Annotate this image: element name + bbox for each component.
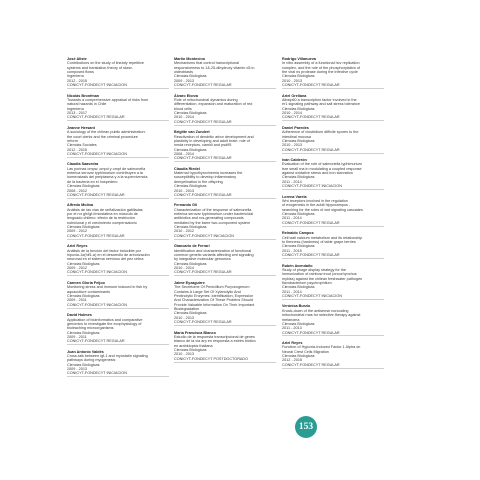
entry-divider: [67, 275, 169, 276]
entry-line: Estudio de la respuesta transcripcional de genes: [174, 334, 255, 339]
entry-divider: [67, 120, 169, 121]
entry-line: por el ror gh/igf-i/miostatina en músculo de: [67, 212, 138, 217]
entry-line: Function of Hypoxia-Induced Factor-1 Alpha on: [282, 345, 361, 350]
entry-line: Ciencias Biológicas: [174, 147, 207, 152]
project-entry: [67, 350, 169, 378]
entry-divider: [174, 239, 276, 240]
project-entry: [67, 126, 169, 158]
entry-line: CONICYT-FONDECYT INICIACION: [67, 371, 127, 376]
entry-line: genomics to investigate the ecophysiology of: [67, 321, 142, 326]
entry-line: nmda receptors, camkii and psd95: [174, 143, 232, 148]
project-entry: [67, 313, 169, 345]
entry-line: reform: [67, 138, 78, 143]
researcher-name: Álvaro Elorza: [174, 93, 198, 98]
researcher-name: José Aliste: [67, 57, 87, 61]
entry-divider: [67, 198, 169, 199]
entry-line: Ciencias Biológicas: [174, 110, 207, 115]
researcher-name: Rodrigo Villanueva: [282, 57, 316, 61]
entry-line: 2011 - 2015: [282, 248, 302, 253]
entry-line: Ciencias Biológicas: [282, 212, 315, 217]
entry-line: osteoblasts: [174, 70, 193, 75]
entry-divider: [174, 125, 276, 126]
entry-divider: [67, 239, 169, 240]
entry-line: CONICYT-FONDECYT INICIACION: [67, 83, 127, 88]
entry-line: bioleaching microorganisms: [67, 326, 114, 331]
researcher-name: Claudia Saavedra: [67, 162, 99, 167]
entry-line: Maternal hypothyroxinemia increases the: [174, 171, 243, 176]
entry-line: Las porinas ompw, ompd y ompf de salmonella: [67, 166, 146, 171]
entry-line: 2012 - 2015: [282, 358, 303, 363]
researcher-name: Ariel Reyes: [282, 341, 303, 346]
entry-line: 2010 - 2014: [174, 115, 195, 120]
entry-line: Ciencias Biológicas: [174, 311, 207, 316]
entry-line: common genetic variants affecting wnt signaling: [174, 253, 254, 257]
researcher-name: Carmen Gloria Feijoo: [67, 280, 105, 285]
project-entry: [174, 167, 276, 199]
entry-line: differentiation, expansion and maturation of red: [174, 102, 253, 107]
project-entry: [67, 244, 169, 276]
page-number: 153: [298, 422, 314, 432]
project-entry: [174, 203, 276, 239]
entry-divider: [174, 198, 276, 199]
entry-line: CONICYT-FONDECYT REGULAR: [174, 83, 232, 88]
entry-line: en arabidopsis thaliana: [174, 343, 213, 348]
researcher-name: Fernando Gil: [174, 203, 198, 208]
entry-line: Knock-down of the antisense noncoding: [282, 308, 349, 313]
entry-line: Ciencias Biológicas: [67, 362, 100, 367]
entry-line: Reactivation of dendritic arbor development and: [174, 134, 254, 139]
project-entry: [174, 94, 276, 126]
entry-line: the court clerks and the criminal procedure: [67, 134, 138, 139]
entry-line: Ciencias Biológicas: [67, 293, 100, 298]
researcher-name: Verónica Burzio: [282, 304, 311, 309]
entry-line: de la bacteria en el hospedero: [67, 179, 118, 184]
project-entry: [282, 341, 384, 369]
project-entry: [282, 304, 384, 336]
project-entry: [174, 244, 276, 276]
entry-line: CONICYT-FONDECYT REGULAR: [174, 320, 232, 324]
entry-line: lenguado chileno: efecto de la restricción: [67, 216, 135, 221]
entry-line: Ingeniería: [67, 106, 84, 111]
entry-divider: [67, 308, 169, 309]
entry-line: Characterization of the response of salmonella: [174, 207, 252, 212]
entry-line: 2010 - 2012: [174, 229, 195, 234]
project-entry: [282, 94, 384, 122]
entry-divider: [282, 120, 384, 121]
entry-line: against oxidative stress and iron starvation: [282, 171, 353, 176]
entry-line: Pectinolytic Enzymes: Identification, Expression: [174, 293, 254, 298]
project-entry: [174, 331, 276, 363]
researcher-name: María Francisca Blanco: [174, 330, 216, 335]
entry-line: mediated by the barre two-component system: [174, 220, 251, 225]
entry-line: CONICYT-FONDECYT REGULAR: [282, 83, 340, 88]
entry-line: CONICYT-FONDECYT REGULAR: [282, 330, 340, 335]
entry-line: CONICYT-FONDECYT REGULAR: [174, 119, 232, 124]
entry-line: tsre small rna in modulating a coupled response: [282, 166, 362, 171]
entry-line: In vitro assembly of a functional hcv replication: [282, 61, 360, 66]
entry-line: 2010 - 2014: [174, 266, 195, 271]
project-entry: [282, 264, 384, 300]
project-entry: [282, 231, 384, 259]
entry-line: melanoma: [282, 317, 300, 322]
entry-line: Ingeniería: [67, 74, 84, 79]
entry-line: CONICYT-FONDECYT INICIACION: [67, 151, 127, 156]
column-2: [174, 57, 276, 367]
project-entry: [174, 130, 276, 162]
entry-line: CONICYT-FONDECYT REGULAR: [174, 192, 232, 197]
entry-line: Ciencias Biológicas: [282, 138, 315, 143]
entry-line: Biodegradation: [174, 306, 200, 311]
entry-line: Ciencias Biológicas: [282, 106, 315, 111]
entry-line: CONICYT-FONDECYT INICIACION: [282, 293, 342, 298]
project-entry: [282, 126, 384, 154]
entry-line: Role of mitochondrial dynamics during: [174, 97, 238, 102]
project-entry: [282, 195, 384, 227]
entry-line: homeostasis del periplasma y a la supervivencia: [67, 175, 148, 180]
project-entry: [67, 281, 169, 309]
entry-line: 2009 - 2011: [67, 298, 87, 303]
researcher-name: Jaime Eyzaguirre: [174, 280, 205, 285]
entry-line: intestinal mucosa: [282, 134, 311, 139]
entry-divider: [282, 368, 384, 369]
entry-divider: [67, 376, 169, 377]
entry-line: 2011 - 2014: [282, 179, 302, 184]
entry-line: Ciencias Biológicas: [282, 285, 315, 290]
entry-line: responsiveness to 1&,25-dihydroxy vitamin d3 in: [174, 65, 255, 70]
entry-divider: [282, 258, 384, 259]
entry-divider: [67, 157, 169, 158]
entry-line: searching for the roles of wnt signaling cascades: [282, 207, 363, 212]
entry-line: Ciencias Biológicas: [282, 175, 315, 180]
researcher-name: Martín Montecino: [174, 57, 206, 61]
entry-line: the viral ns protease during the infective cycle: [282, 70, 358, 75]
entry-line: 2010 - 2013: [174, 315, 195, 320]
entry-line: susceptibility to develop inflammatory: [174, 175, 237, 180]
entry-line: CONICYT-FONDECYT INICIACION: [67, 270, 127, 275]
entry-line: mykiss) against the chilean freshwater pathogen: [282, 276, 363, 281]
entry-line: 2008 - 2012: [67, 188, 88, 193]
entry-line: er1 signaling pathway and salt stress tolerance: [282, 102, 360, 107]
entry-line: CONICYT-FONDECYT REGULAR: [282, 362, 340, 367]
entry-line: CONICYT-FONDECYT REGULAR: [282, 115, 340, 120]
entry-line: Ciencias Biológicas: [174, 347, 207, 352]
researcher-name: Juan Antonio Valdés: [67, 349, 104, 354]
researcher-name: Daniel Paredes: [282, 125, 309, 130]
entry-line: Neural Crest Cells Migration: [282, 349, 329, 354]
entry-line: 2009 - 2013: [174, 78, 195, 83]
entry-line: 2011 - 2014: [282, 289, 302, 294]
entry-line: Adherence of clostridium difficile spores to the: [282, 130, 359, 135]
entry-line: Contributions on the study of linearly repetitive: [67, 61, 144, 66]
entry-line: CONICYT-FONDECYT REGULAR: [282, 147, 340, 152]
entry-line: CONICYT-FONDECYT POSTDOCTORADO: [174, 356, 249, 361]
entry-line: Monitoring stress and immune induced in fish by: [67, 285, 148, 290]
entry-divider: [174, 161, 276, 162]
entry-line: Study of phage display strategy for the: [282, 267, 346, 272]
entry-line: Atbzip60 a transcription factor involved in the: [282, 97, 357, 102]
entry-line: CONICYT-FONDECYT REGULAR: [67, 192, 125, 197]
entry-line: Ciencias Biológicas: [67, 261, 100, 266]
entry-line: 2011 - 2014: [282, 216, 302, 221]
column-1: [67, 57, 169, 382]
entry-line: immunization of rainbow trout (oncorhynchus: [282, 272, 357, 277]
entry-line: Ciencias Biológicas: [282, 244, 315, 249]
researcher-name: Jeanne Hersant: [67, 125, 95, 130]
researcher-name: David Holmes: [67, 313, 92, 318]
entry-line: Ciencias Biológicas: [67, 330, 100, 335]
entry-line: CONICYT-FONDECYT REGULAR: [67, 233, 125, 238]
entry-divider: [282, 299, 384, 300]
entry-line: Ciencias Biológicas: [67, 184, 100, 189]
project-entry: [67, 57, 169, 89]
entry-line: Ciencias Biológicas: [174, 225, 207, 230]
entry-line: CONICYT-FONDECYT REGULAR: [174, 270, 232, 275]
entry-line: 2010 - 2013: [282, 78, 303, 83]
entry-line: 2009 - 2011: [67, 334, 87, 339]
entry-line: blood cells: [174, 106, 192, 111]
entry-divider: [282, 335, 384, 336]
entry-line: 2012 - 2015: [67, 78, 88, 83]
entry-line: A sociology of the chilean public administration:: [67, 130, 146, 135]
entry-line: Análisis de la función del factor inducible por: [67, 248, 142, 253]
entry-line: of exogenesis in the adult hippocampus -: [282, 203, 351, 208]
entry-line: 2013 - 2017: [67, 110, 88, 115]
entry-line: neuronal en el sistema nervioso del pez cebra: [67, 257, 144, 262]
entry-line: The Secretome Of Penicillium Purpurogenum: [174, 285, 250, 290]
page-number-badge: [295, 416, 317, 438]
entry-line: Ciencias Biológicas: [282, 354, 315, 359]
entry-line: And Characterization Of These Proteins Should: [174, 298, 253, 303]
entry-divider: [282, 189, 384, 190]
entry-line: CONICYT-FONDECYT REGULAR: [282, 253, 340, 257]
entry-line: CONICYT-FONDECYT INICIACION: [282, 184, 342, 189]
entry-line: Análisis de las vías de señalización gatilladas: [67, 207, 143, 212]
entry-divider: [174, 362, 276, 363]
entry-line: nutricional y el crecimiento compensatorio: [67, 220, 137, 225]
entry-line: systems and translation theory of skew-: [67, 65, 133, 70]
entry-line: Ciencias Sociales: [67, 143, 97, 148]
entry-line: aquaculture contaminants: [67, 289, 110, 294]
entry-line: antibiotics and ros-generating compounds: [174, 216, 244, 221]
entry-line: Identification and characterization of functional: [174, 248, 252, 253]
column-3: [282, 57, 384, 373]
entry-line: to firmness (hardness) of table grape berries: [282, 239, 356, 244]
researcher-name: Brigitte van Zundert: [174, 130, 210, 135]
researcher-name: Iván Calderón: [282, 158, 307, 163]
entry-line: Ciencias Biológicas: [282, 321, 315, 326]
entry-line: complex, and the role of the phosphorylation of: [282, 65, 360, 70]
project-entry: [282, 158, 384, 190]
entry-line: mitochondrial rnas for selective therapy against: [282, 313, 361, 318]
entry-line: 2010 - 2014: [282, 110, 303, 115]
entry-line: Contains A Large Set Of Xylanolytic And: [174, 289, 241, 294]
entry-divider: [282, 88, 384, 89]
entry-line: 2012 - 2015: [67, 147, 88, 152]
entry-line: demyelination in the offspring: [174, 179, 223, 184]
entry-line: CONICYT-FONDECYT REGULAR: [282, 220, 340, 225]
entry-line: plasticity in developing and adult brain: role of: [174, 138, 250, 143]
entry-line: Mechanisms that control transcriptional: [174, 61, 240, 66]
entry-line: 2009 - 2013: [67, 367, 88, 372]
entry-divider: [67, 88, 169, 89]
researcher-name: Giancarlo de Ferrari: [174, 244, 210, 249]
researcher-name: Claudia Riedel: [174, 166, 200, 171]
entry-line: 2010 - 2013: [174, 352, 195, 357]
entry-line: 2009 - 2012: [67, 229, 88, 234]
project-entry: [67, 94, 169, 122]
researcher-name: Nicolás Bronfman: [67, 93, 100, 98]
entry-line: natural hazards in Chile: [67, 102, 107, 107]
entry-line: Cell wall calcium metabolism and its relationship: [282, 235, 363, 240]
entry-line: Towards a comprehensive appraisal of risks from: [67, 97, 149, 102]
entry-line: flavobacterium psychrophilum: [282, 280, 332, 285]
entry-line: Cross-talk between igf-1 and myostatin signaling: [67, 354, 148, 359]
entry-line: CONICYT-FONDECYT INICIACION: [67, 302, 127, 307]
entry-line: pathways during myogenesis: [67, 358, 116, 363]
entry-line: blanco de la vía arp en respuesta a estrés biótico: [174, 339, 256, 344]
entry-line: 2009 - 2012: [67, 266, 88, 271]
project-entry: [67, 203, 169, 239]
entry-line: CONICYT-FONDECYT REGULAR: [67, 339, 125, 344]
entry-line: Ciencias Biológicas: [174, 74, 207, 79]
researcher-name: Reinaldo Campos: [282, 231, 314, 236]
entry-line: by integrative molecular genomics: [174, 257, 231, 262]
entry-line: CONICYT-FONDECYT REGULAR: [174, 156, 232, 161]
entry-line: 2008 - 2014: [174, 151, 195, 156]
entry-line: Wnt receptors involved in the regulation: [282, 199, 348, 204]
entry-line: Ciencias Biológicas: [174, 261, 207, 266]
entry-line: enterica serovar typhimurium contribuyen a la: [67, 171, 143, 176]
entry-line: Evaluation of the role of salmonella typhimurium: [282, 162, 362, 167]
entry-divider: [282, 153, 384, 154]
entry-divider: [174, 275, 276, 276]
entry-line: CONICYT-FONDECYT REGULAR: [67, 115, 125, 120]
researcher-name: Lorena Varela: [282, 194, 307, 199]
entry-line: composed flows: [67, 70, 94, 75]
project-entry: [67, 162, 169, 198]
entry-line: Application of bioinformatics and comparative: [67, 317, 143, 322]
researcher-name: Alfredo Molina: [67, 203, 94, 208]
entry-line: Ciencias Biológicas: [282, 74, 315, 79]
researcher-name: Ariel Reyes: [67, 244, 88, 249]
entry-divider: [174, 325, 276, 326]
researcher-name: Ariel Orellana: [282, 93, 307, 98]
entry-line: Ciencias Biológicas: [67, 225, 100, 230]
researcher-name: Rubén Avendaño: [282, 263, 313, 268]
entry-line: 2010 - 2013: [174, 188, 195, 193]
entry-divider: [174, 88, 276, 89]
entry-line: Provide Valuable Information On Their Important: [174, 302, 255, 307]
entry-divider: [282, 226, 384, 227]
entry-line: CONICYT-FONDECYT INICIACION: [174, 233, 234, 238]
entry-line: Ciencias Biológicas: [174, 184, 207, 189]
entry-line: 2011 - 2013: [282, 326, 302, 331]
project-entry: [282, 57, 384, 89]
entry-divider: [67, 344, 169, 345]
entry-line: enterica serovar typhimurium under bactericidal: [174, 212, 253, 217]
project-entry: [174, 57, 276, 89]
project-entry: [174, 281, 276, 326]
entry-line: hipoxia-1α(hif1-α) en el desarrollo de arborización: [67, 253, 150, 257]
entry-line: 2010 - 2013: [282, 143, 303, 148]
